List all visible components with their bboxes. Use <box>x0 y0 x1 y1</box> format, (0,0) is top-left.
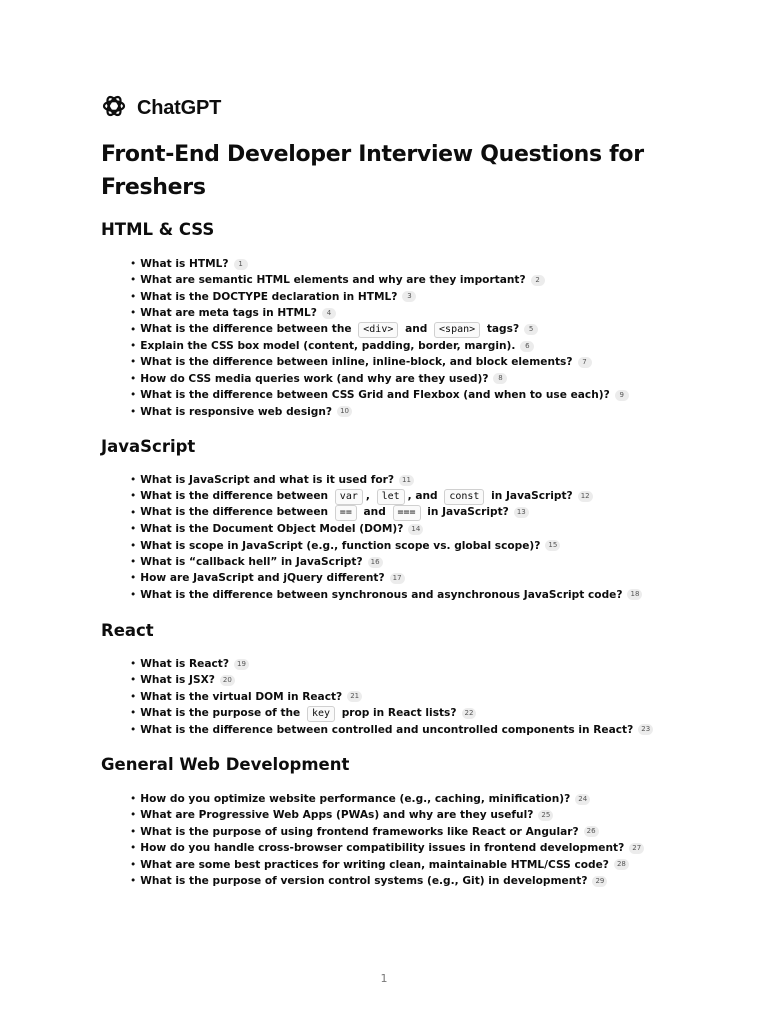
bullet: • <box>130 372 137 385</box>
question-item <box>130 387 629 403</box>
question-text-part: in JavaScript? <box>423 506 509 519</box>
inline-code: const <box>444 489 484 505</box>
question-item <box>130 371 629 387</box>
citation-badge[interactable]: 23 <box>638 724 653 735</box>
question-text <box>140 504 509 521</box>
bullet: • <box>130 555 137 568</box>
citation-badge[interactable]: 6 <box>520 341 534 352</box>
citation-badge[interactable]: 28 <box>614 859 629 870</box>
question-list-react <box>130 656 653 738</box>
question-text-part: What is the difference between <box>140 490 332 503</box>
bullet: • <box>130 793 137 805</box>
question-text: How are JavaScript and jQuery different? <box>140 572 385 585</box>
bullet: • <box>130 588 137 601</box>
question-text: How do CSS media queries work (and why are they used)? <box>140 372 489 385</box>
question-text: Explain the CSS box model (content, padding, border, margin). <box>140 339 516 352</box>
bullet: • <box>130 474 137 486</box>
question-text-part: and <box>359 506 390 519</box>
page-title: Front-End Developer Interview Questions for Freshers <box>101 142 644 200</box>
question-item <box>130 857 644 873</box>
inline-code: <span> <box>434 322 480 338</box>
question-text <box>140 488 572 505</box>
question-item <box>130 824 644 840</box>
bullet: • <box>130 290 137 303</box>
bullet: • <box>130 809 137 822</box>
question-text: What is React? <box>140 658 229 670</box>
citation-badge[interactable]: 7 <box>578 357 592 368</box>
bullet: • <box>130 707 137 720</box>
question-text: What are meta tags in HTML? <box>140 307 317 320</box>
question-item <box>130 404 629 420</box>
question-text-part: prop in React lists? <box>338 706 457 719</box>
question-text: What are Progressive Web Apps (PWAs) and why are they useful? <box>140 809 534 822</box>
inline-code: let <box>377 489 405 505</box>
question-text: What is the Document Object Model (DOM)? <box>140 523 404 536</box>
citation-badge[interactable]: 8 <box>493 373 507 384</box>
citation-badge[interactable]: 10 <box>337 406 352 417</box>
question-item <box>130 656 653 672</box>
section-heading-general-web-development: General Web Development <box>101 755 350 774</box>
inline-code: key <box>307 706 335 722</box>
question-text-part: tags? <box>483 323 520 336</box>
question-text-part: What is the difference between <box>140 506 332 519</box>
question-text: What is the virtual DOM in React? <box>140 690 343 703</box>
bullet: • <box>130 389 137 402</box>
question-item <box>130 322 629 338</box>
brand-header <box>101 95 221 121</box>
citation-badge[interactable]: 25 <box>538 810 553 821</box>
question-text: What is the difference between CSS Grid and Flexbox (and when to use each)? <box>140 389 610 402</box>
citation-badge[interactable]: 5 <box>524 324 538 335</box>
bullet: • <box>130 490 137 503</box>
section-heading-javascript: JavaScript <box>101 437 196 456</box>
citation-badge[interactable]: 14 <box>408 524 423 535</box>
question-list-general-web-development <box>130 791 644 889</box>
question-item <box>130 272 629 288</box>
question-text: How do you handle cross-browser compatibility issues in frontend development? <box>140 842 625 855</box>
bullet: • <box>130 539 137 552</box>
question-item <box>130 505 642 521</box>
question-item <box>130 570 642 586</box>
bullet: • <box>130 674 137 687</box>
question-item <box>130 354 629 370</box>
bullet: • <box>130 572 137 585</box>
question-list-javascript <box>130 472 642 603</box>
bullet: • <box>130 339 137 352</box>
bullet: • <box>130 258 137 270</box>
question-item <box>130 587 642 603</box>
question-item <box>130 554 642 570</box>
bullet: • <box>130 690 137 703</box>
question-item <box>130 289 629 305</box>
question-text: What is the difference between controlled and uncontrolled components in React? <box>140 723 634 736</box>
citation-badge[interactable]: 29 <box>592 876 607 887</box>
openai-logo-icon <box>101 93 127 123</box>
bullet: • <box>130 356 137 369</box>
bullet: • <box>130 842 137 855</box>
question-text: What is the purpose of version control systems (e.g., Git) in development? <box>140 874 588 887</box>
question-item <box>130 807 644 823</box>
question-text-part: , <box>365 490 374 503</box>
citation-badge[interactable]: 27 <box>629 843 644 854</box>
question-item <box>130 672 653 688</box>
section-heading-html-css: HTML & CSS <box>101 220 215 239</box>
question-text: What is “callback hell” in JavaScript? <box>140 555 363 568</box>
citation-badge[interactable]: 22 <box>462 708 477 719</box>
citation-badge[interactable]: 4 <box>322 308 336 319</box>
question-item <box>130 472 642 488</box>
citation-badge[interactable]: 26 <box>584 826 599 837</box>
citation-badge[interactable]: 9 <box>615 390 629 401</box>
citation-badge[interactable]: 21 <box>347 691 362 702</box>
question-text: What is JSX? <box>140 674 215 687</box>
citation-badge[interactable]: 16 <box>368 557 383 568</box>
question-list-html-css <box>130 256 629 420</box>
bullet: • <box>130 874 137 887</box>
question-text: What is scope in JavaScript (e.g., function scope vs. global scope)? <box>140 539 541 552</box>
question-text-part: What is the purpose of the <box>140 706 304 719</box>
bullet: • <box>130 274 137 287</box>
bullet: • <box>130 323 137 336</box>
citation-badge[interactable]: 11 <box>399 475 414 486</box>
question-text: What is the purpose of using frontend frameworks like React or Angular? <box>140 825 579 838</box>
question-text <box>140 705 456 722</box>
bullet: • <box>130 723 137 736</box>
question-text: What is responsive web design? <box>140 405 333 418</box>
citation-badge[interactable]: 12 <box>578 491 593 502</box>
question-text-part: and <box>401 323 432 336</box>
question-item <box>130 521 642 537</box>
question-text: How do you optimize website performance (e.g., caching, minification)? <box>140 793 571 805</box>
question-item <box>130 722 653 738</box>
inline-code: var <box>335 489 363 505</box>
question-item <box>130 873 644 889</box>
bullet: • <box>130 858 137 871</box>
inline-code: === <box>393 505 421 521</box>
question-text: What is the difference between inline, inline-block, and block elements? <box>140 356 573 369</box>
question-item <box>130 338 629 354</box>
inline-code: == <box>335 505 357 521</box>
citation-badge[interactable]: 17 <box>390 573 405 584</box>
citation-badge[interactable]: 15 <box>545 540 560 551</box>
question-item <box>130 840 644 856</box>
question-item <box>130 305 629 321</box>
bullet: • <box>130 405 137 418</box>
question-item <box>130 791 644 807</box>
bullet: • <box>130 825 137 838</box>
citation-badge[interactable]: 2 <box>531 275 545 286</box>
citation-badge[interactable]: 19 <box>234 659 249 670</box>
question-text: What is HTML? <box>140 258 229 270</box>
question-text: What are semantic HTML elements and why are they important? <box>140 274 526 287</box>
brand-name: ChatGPT <box>137 96 222 119</box>
page-number: 1 <box>380 972 388 985</box>
citation-badge[interactable]: 20 <box>220 675 235 686</box>
question-text: What is the DOCTYPE declaration in HTML? <box>140 290 398 303</box>
question-item <box>130 538 642 554</box>
question-text <box>140 321 519 338</box>
citation-badge[interactable]: 24 <box>575 794 590 805</box>
question-text: What are some best practices for writing clean, maintainable HTML/CSS code? <box>140 858 609 871</box>
bullet: • <box>130 523 137 536</box>
question-item <box>130 256 629 272</box>
question-text-part: in JavaScript? <box>487 490 573 503</box>
question-text-part: , and <box>407 490 442 503</box>
bullet: • <box>130 307 137 320</box>
question-text: What is JavaScript and what is it used for? <box>140 474 395 486</box>
citation-badge[interactable]: 1 <box>234 259 248 270</box>
citation-badge[interactable]: 18 <box>627 589 642 600</box>
question-item <box>130 705 653 721</box>
bullet: • <box>130 506 137 519</box>
citation-badge[interactable]: 13 <box>514 507 529 518</box>
citation-badge[interactable]: 3 <box>402 291 416 302</box>
inline-code: <div> <box>358 322 398 338</box>
question-item <box>130 488 642 504</box>
question-text: What is the difference between synchronous and asynchronous JavaScript code? <box>140 588 623 601</box>
question-text-part: What is the difference between the <box>140 323 356 336</box>
question-item <box>130 689 653 705</box>
bullet: • <box>130 658 137 670</box>
section-heading-react: React <box>101 621 154 640</box>
